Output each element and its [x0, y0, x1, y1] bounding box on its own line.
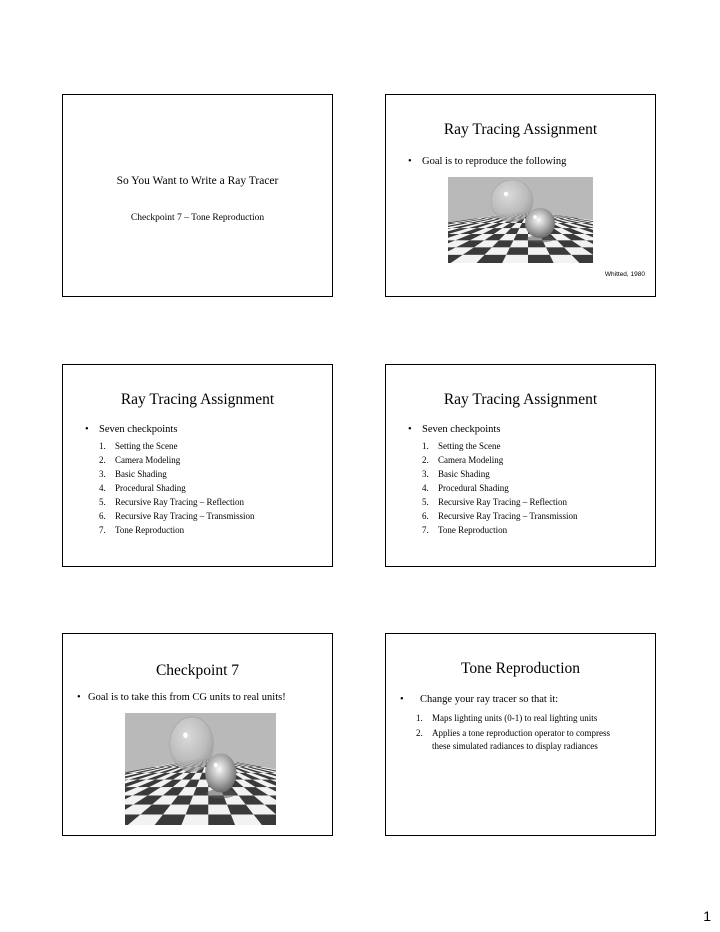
list-item: 7. Tone Reproduction — [99, 525, 185, 535]
slide-title — [62, 94, 333, 297]
bullet-icon: • — [85, 424, 89, 435]
slide-checkpoint-7 — [62, 633, 333, 836]
list-item: 3. Basic Shading — [99, 469, 167, 479]
whitted-render-image — [448, 177, 593, 263]
bullet-icon: • — [400, 694, 404, 705]
bullet-line — [408, 156, 566, 167]
slide-checkpoints-b — [385, 364, 656, 567]
checkpoint-list — [99, 439, 255, 537]
list-item: 6. Recursive Ray Tracing – Transmission — [422, 511, 578, 521]
slide-main-title: So You Want to Write a Ray Tracer — [116, 175, 279, 187]
slide-subtitle: Checkpoint 7 – Tone Reproduction — [130, 213, 265, 223]
ray-traced-render-image — [125, 713, 276, 825]
slide-tone-reproduction — [385, 633, 656, 836]
list-item: 5. Recursive Ray Tracing – Reflection — [422, 497, 567, 507]
bullet-line — [85, 424, 177, 435]
bullet-line — [408, 424, 500, 435]
page-number: 1 — [703, 908, 711, 924]
list-item: these simulated radiances to display radiances — [432, 741, 598, 751]
list-item: 4. Procedural Shading — [99, 483, 186, 493]
ray-traced-scene — [448, 177, 593, 263]
list-item: 5. Recursive Ray Tracing – Reflection — [99, 497, 244, 507]
image-credit: Whitted, 1980 — [604, 271, 645, 278]
slide-heading: Ray Tracing Assignment — [443, 391, 598, 408]
slide-heading: Ray Tracing Assignment — [443, 121, 598, 138]
task-list — [416, 711, 610, 754]
list-item: 4. Procedural Shading — [422, 483, 509, 493]
bullet-text: Seven checkpoints — [99, 424, 178, 435]
checkpoint-list — [422, 439, 578, 537]
list-item: 6. Recursive Ray Tracing – Transmission — [99, 511, 255, 521]
list-item: 7. Tone Reproduction — [422, 525, 508, 535]
bullet-icon: • — [408, 156, 412, 167]
bullet-text: Seven checkpoints — [422, 424, 501, 435]
bullet-line — [77, 692, 286, 703]
list-item: 2. Camera Modeling — [99, 455, 181, 465]
bullet-line — [400, 694, 558, 705]
list-item: 1. Setting the Scene — [422, 441, 501, 451]
bullet-icon: • — [77, 692, 81, 703]
list-item: 1. Maps lighting units (0-1) to real lighting units — [416, 713, 598, 723]
slide-heading: Tone Reproduction — [460, 660, 580, 677]
list-item: 2. Applies a tone reproduction operator to compress — [416, 728, 610, 738]
slide-checkpoints-a — [62, 364, 333, 567]
ray-traced-scene — [125, 713, 276, 825]
list-item: 2. Camera Modeling — [422, 455, 504, 465]
slide-assignment-goal — [385, 94, 656, 297]
slide-heading: Checkpoint 7 — [155, 662, 240, 679]
bullet-text: Change your ray tracer so that it: — [420, 694, 559, 705]
list-item: 1. Setting the Scene — [99, 441, 178, 451]
list-item: 3. Basic Shading — [422, 469, 490, 479]
bullet-text: Goal is to take this from CG units to real units! — [88, 692, 286, 703]
slide-heading: Ray Tracing Assignment — [120, 391, 275, 408]
bullet-text: Goal is to reproduce the following — [422, 156, 567, 167]
bullet-icon: • — [408, 424, 412, 435]
